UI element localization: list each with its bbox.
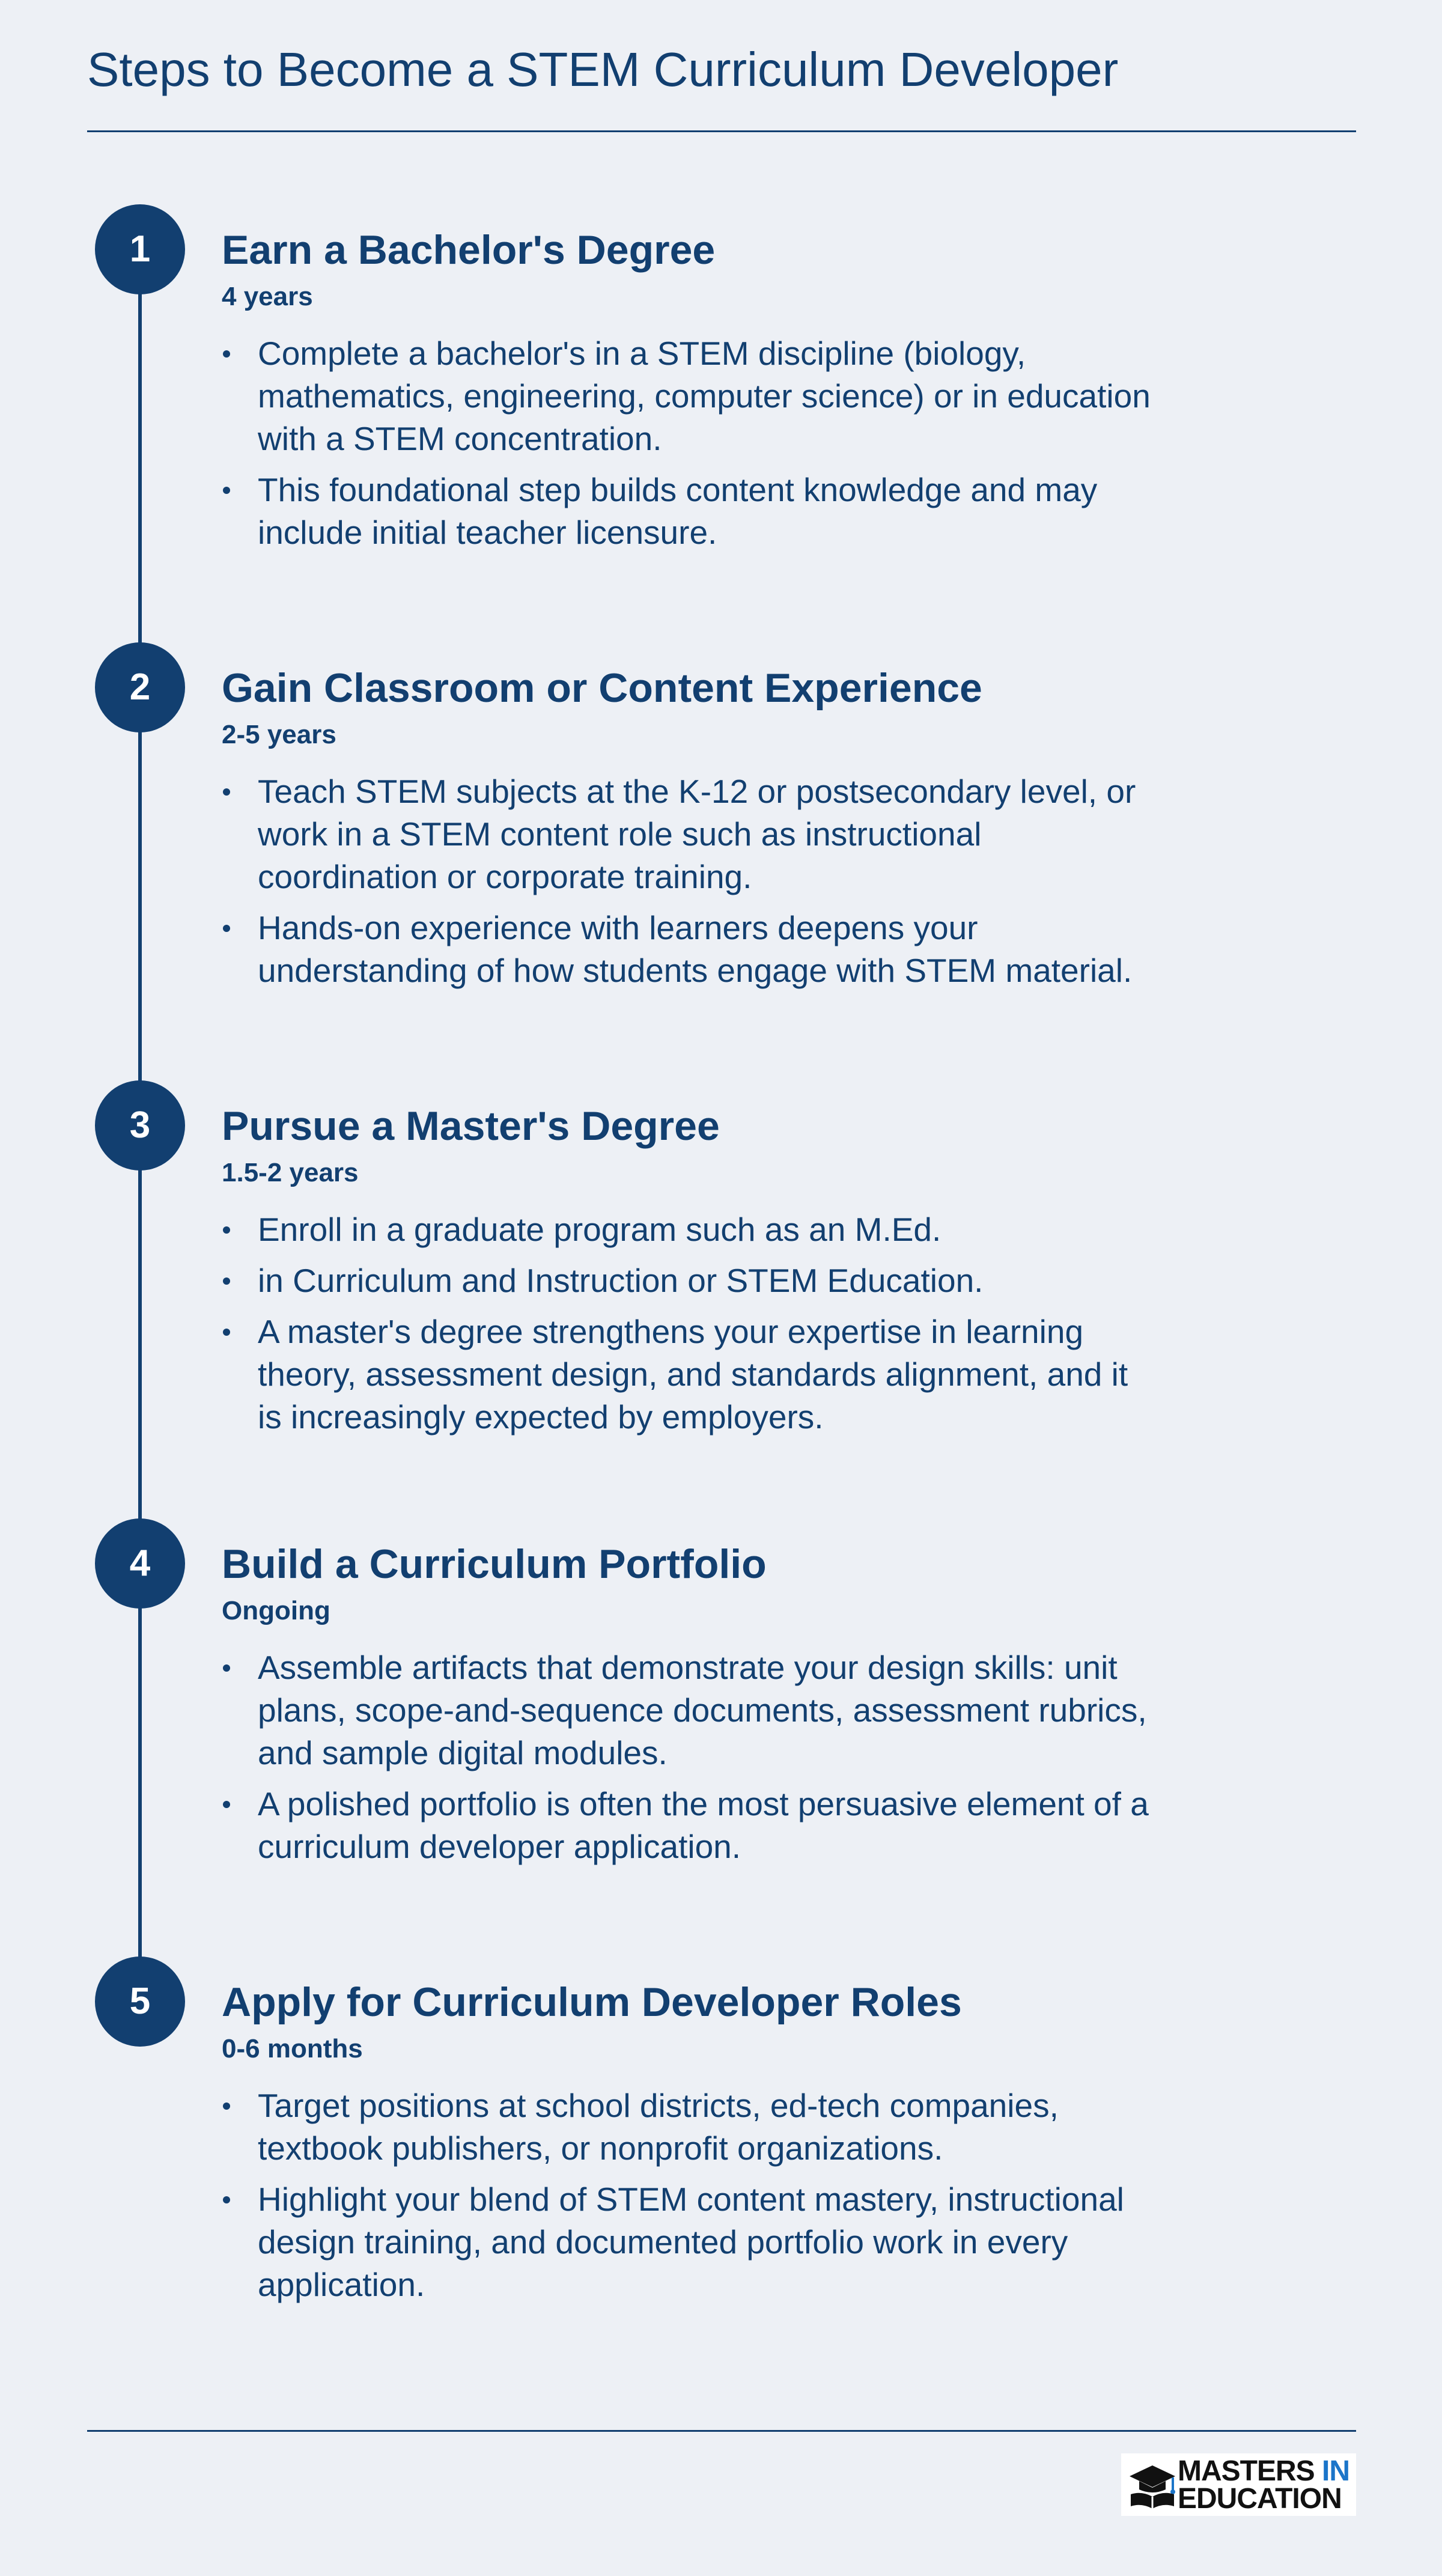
step-duration: 2-5 years bbox=[222, 720, 336, 749]
top-divider bbox=[87, 130, 1356, 132]
step-number-badge: 1 bbox=[95, 204, 185, 294]
step-duration: 0-6 months bbox=[222, 2034, 363, 2063]
step-title: Gain Classroom or Content Experience bbox=[222, 665, 982, 711]
logo-word-masters: MASTERS bbox=[1178, 2455, 1315, 2487]
logo-word-in: IN bbox=[1322, 2455, 1350, 2487]
step-bullet-list bbox=[222, 2084, 1159, 2315]
logo-word-education: EDUCATION bbox=[1178, 2483, 1342, 2515]
graduation-cap-book-icon bbox=[1125, 2457, 1180, 2512]
step-bullet-list bbox=[222, 1208, 1159, 1447]
step-bullet: Enroll in a graduate program such as an M.Ed. bbox=[222, 1208, 1159, 1251]
step-bullet: in Curriculum and Instruction or STEM Education. bbox=[222, 1259, 1159, 1302]
step-duration: 1.5-2 years bbox=[222, 1158, 359, 1187]
step-bullet: Target positions at school districts, ed-tech companies, textbook publishers, or nonprofit organizations. bbox=[222, 2084, 1159, 2170]
step-bullet: Complete a bachelor's in a STEM discipline (biology, mathematics, engineering, computer science) or in education with a STEM concentration. bbox=[222, 332, 1159, 460]
step-number-badge: 2 bbox=[95, 642, 185, 732]
step-duration: Ongoing bbox=[222, 1596, 330, 1625]
bottom-divider bbox=[87, 2430, 1356, 2432]
step-bullet: Highlight your blend of STEM content mastery, instructional design training, and documented portfolio work in every application. bbox=[222, 2178, 1159, 2306]
step-duration: 4 years bbox=[222, 282, 313, 311]
step-number-badge: 5 bbox=[95, 1956, 185, 2047]
step-bullet: A polished portfolio is often the most persuasive element of a curriculum developer application. bbox=[222, 1783, 1159, 1868]
step-title: Apply for Curriculum Developer Roles bbox=[222, 1979, 962, 2025]
page-title: Steps to Become a STEM Curriculum Developer bbox=[87, 43, 1119, 96]
step-title: Pursue a Master's Degree bbox=[222, 1103, 720, 1149]
step-title: Earn a Bachelor's Degree bbox=[222, 227, 716, 273]
step-bullet: A master's degree strengthens your expertise in learning theory, assessment design, and standards alignment, and it is increasingly expected by employers. bbox=[222, 1311, 1159, 1439]
step-bullet: Assemble artifacts that demonstrate your design skills: unit plans, scope-and-sequence documents, assessment rubrics, and sample digital modules. bbox=[222, 1646, 1159, 1774]
step-number-badge: 4 bbox=[95, 1518, 185, 1609]
step-bullet-list bbox=[222, 1646, 1159, 1877]
step-number-badge: 3 bbox=[95, 1080, 185, 1171]
masters-in-education-logo bbox=[1121, 2453, 1356, 2516]
step-bullet-list bbox=[222, 770, 1159, 1000]
step-bullet: Hands-on experience with learners deepens your understanding of how students engage with STEM material. bbox=[222, 907, 1159, 992]
step-bullet: Teach STEM subjects at the K-12 or postsecondary level, or work in a STEM content role such as instructional coordination or corporate training. bbox=[222, 770, 1159, 898]
step-bullet-list bbox=[222, 332, 1159, 562]
logo-line-1 bbox=[1178, 2457, 1349, 2486]
step-title: Build a Curriculum Portfolio bbox=[222, 1541, 767, 1587]
step-bullet: This foundational step builds content knowledge and may include initial teacher licensure. bbox=[222, 469, 1159, 554]
